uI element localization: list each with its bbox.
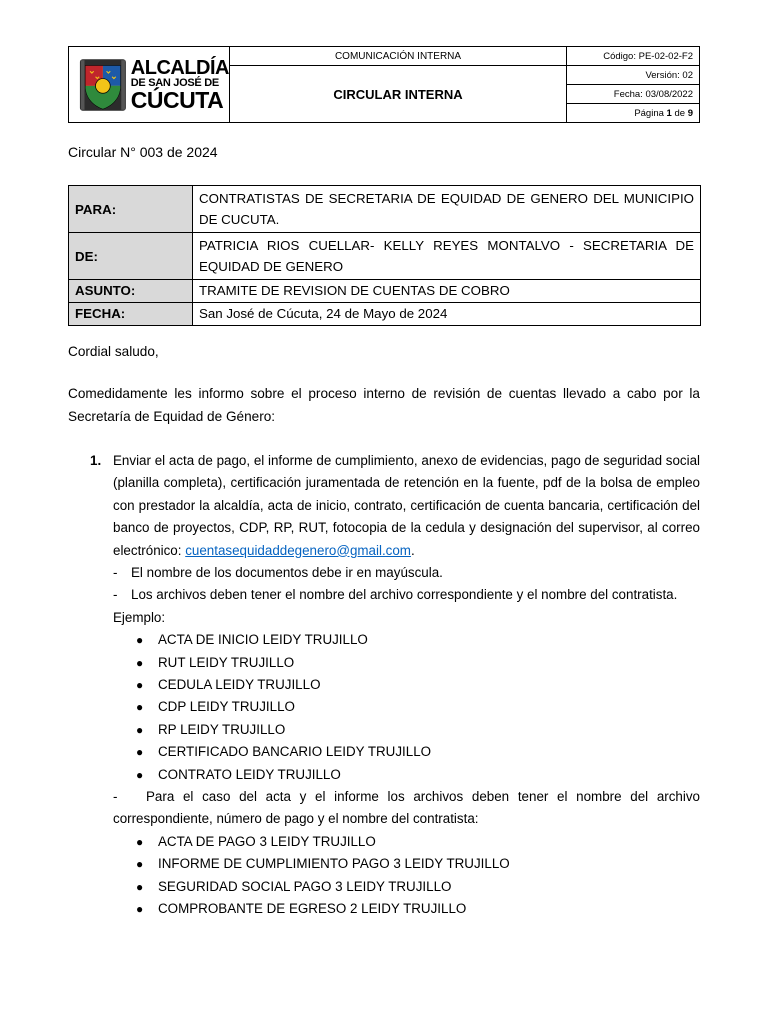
bullet-icon: ● — [136, 767, 144, 782]
item-text-end: . — [410, 542, 415, 558]
info-row-to — [69, 186, 701, 233]
info-label: FECHA: — [69, 303, 193, 326]
info-value: San José de Cúcuta, 24 de Mayo de 2024 — [193, 303, 701, 326]
list-item: ● ACTA DE INICIO LEIDY TRUJILLO — [68, 629, 700, 651]
document-version: Versión: 02 — [567, 66, 700, 85]
page-indicator — [567, 104, 700, 123]
header-table — [68, 46, 700, 123]
list-item: ● ACTA DE PAGO 3 LEIDY TRUJILLO — [68, 831, 700, 853]
list-item: ● SEGURIDAD SOCIAL PAGO 3 LEIDY TRUJILLO — [68, 876, 700, 898]
circular-number: Circular N° 003 de 2024 — [68, 144, 218, 160]
note-item: - Para el caso del acta y el informe los archivos deben tener el nombre del archivo correspondiente, número de pago y el nombre del contratista: — [113, 788, 700, 827]
note-item: - El nombre de los documentos debe ir en mayúscula. — [113, 565, 443, 581]
bullet-icon: ● — [136, 722, 144, 737]
bullet-icon: ● — [136, 655, 144, 670]
example-label: Ejemplo: — [113, 609, 166, 625]
logo-cell — [69, 47, 230, 123]
info-row-date — [69, 303, 701, 326]
list-item: ● CEDULA LEIDY TRUJILLO — [68, 674, 700, 696]
note-text: Para el caso del acta y el informe los archivos deben tener el nombre del archivo correspondiente, número de pago y el nombre del contratista: — [113, 788, 700, 827]
list-item: ● CERTIFICADO BANCARIO LEIDY TRUJILLO — [68, 741, 700, 763]
bullet-icon: ● — [136, 857, 144, 872]
page-total: 9 — [687, 107, 693, 119]
bullet-icon: ● — [136, 633, 144, 648]
coat-of-arms-icon — [79, 56, 127, 114]
logo-line-1: ALCALDÍA — [130, 56, 229, 79]
item-text: Enviar el acta de pago, el informe de cumplimiento, anexo de evidencias, pago de seguridad social (planilla completa), certificación juramentada de retención en la fuente, pdf de la bolsa de empleo con prestador la alcaldía, acta de inicio, contrato, certificación de cuenta bancaria, certificación del banco de proyectos, CDP, RP, RUT, fotocopia de la cedula y designación del supervisor, al correo electrónico: — [113, 453, 700, 558]
example-list-1 — [68, 629, 700, 786]
document-date: Fecha: 03/08/2022 — [567, 85, 700, 104]
page-number: 1 — [666, 107, 672, 119]
bullet-icon: ● — [136, 879, 144, 894]
list-item-text — [113, 450, 700, 562]
greeting: Cordial saludo, — [68, 344, 159, 359]
info-value: CONTRATISTAS DE SECRETARIA DE EQUIDAD DE GENERO DEL MUNICIPIO DE CUCUTA. — [193, 186, 701, 233]
bullet-icon: ● — [136, 834, 144, 849]
info-label: ASUNTO: — [69, 280, 193, 303]
list-item: ● RUT LEIDY TRUJILLO — [68, 652, 700, 674]
info-value: PATRICIA RIOS CUELLAR- KELLY REYES MONTALVO - SECRETARIA DE EQUIDAD DE GENERO — [193, 233, 701, 280]
intro-paragraph: Comedidamente les informo sobre el proceso interno de revisión de cuentas llevado a cabo por la Secretaría de Equidad de Género: — [68, 386, 700, 424]
logo-line-2: DE SAN JOSÉ DE — [130, 76, 219, 89]
info-label: DE: — [69, 233, 193, 280]
logo-line-3: CÚCUTA — [130, 86, 224, 113]
bullet-icon: ● — [136, 678, 144, 693]
note-text: El nombre de los documentos debe ir en mayúscula. — [131, 565, 443, 581]
email-link[interactable]: cuentasequidaddegenero@gmail.com — [185, 542, 411, 558]
communication-type: COMUNICACIÓN INTERNA — [230, 47, 567, 66]
bullet-icon: ● — [136, 745, 144, 760]
info-value: TRAMITE DE REVISION DE CUENTAS DE COBRO — [193, 280, 701, 303]
list-item: ● COMPROBANTE DE EGRESO 2 LEIDY TRUJILLO — [68, 898, 700, 920]
info-table — [68, 185, 701, 326]
list-item: ● INFORME DE CUMPLIMIENTO PAGO 3 LEIDY TRUJILLO — [68, 853, 700, 875]
page-mid: de — [671, 107, 688, 119]
bullet-icon: ● — [136, 700, 144, 715]
document-title: CIRCULAR INTERNA — [230, 66, 567, 123]
list-item: ● CONTRATO LEIDY TRUJILLO — [68, 764, 700, 786]
page-prefix: Página — [634, 107, 667, 119]
note-item: - Los archivos deben tener el nombre del archivo correspondiente y el nombre del contratista. — [113, 587, 678, 603]
logo-wordmark — [131, 58, 229, 112]
list-item: ● RP LEIDY TRUJILLO — [68, 719, 700, 741]
info-row-subject — [69, 280, 701, 303]
info-row-from — [69, 233, 701, 280]
list-number: 1. — [90, 453, 102, 468]
bullet-icon: ● — [136, 901, 144, 916]
info-label: PARA: — [69, 186, 193, 233]
numbered-list — [68, 450, 700, 920]
list-item: ● CDP LEIDY TRUJILLO — [68, 696, 700, 718]
document-code: Código: PE-02-02-F2 — [567, 47, 700, 66]
note-text: Los archivos deben tener el nombre del archivo correspondiente y el nombre del contratista. — [131, 587, 678, 603]
example-list-2 — [68, 831, 700, 921]
